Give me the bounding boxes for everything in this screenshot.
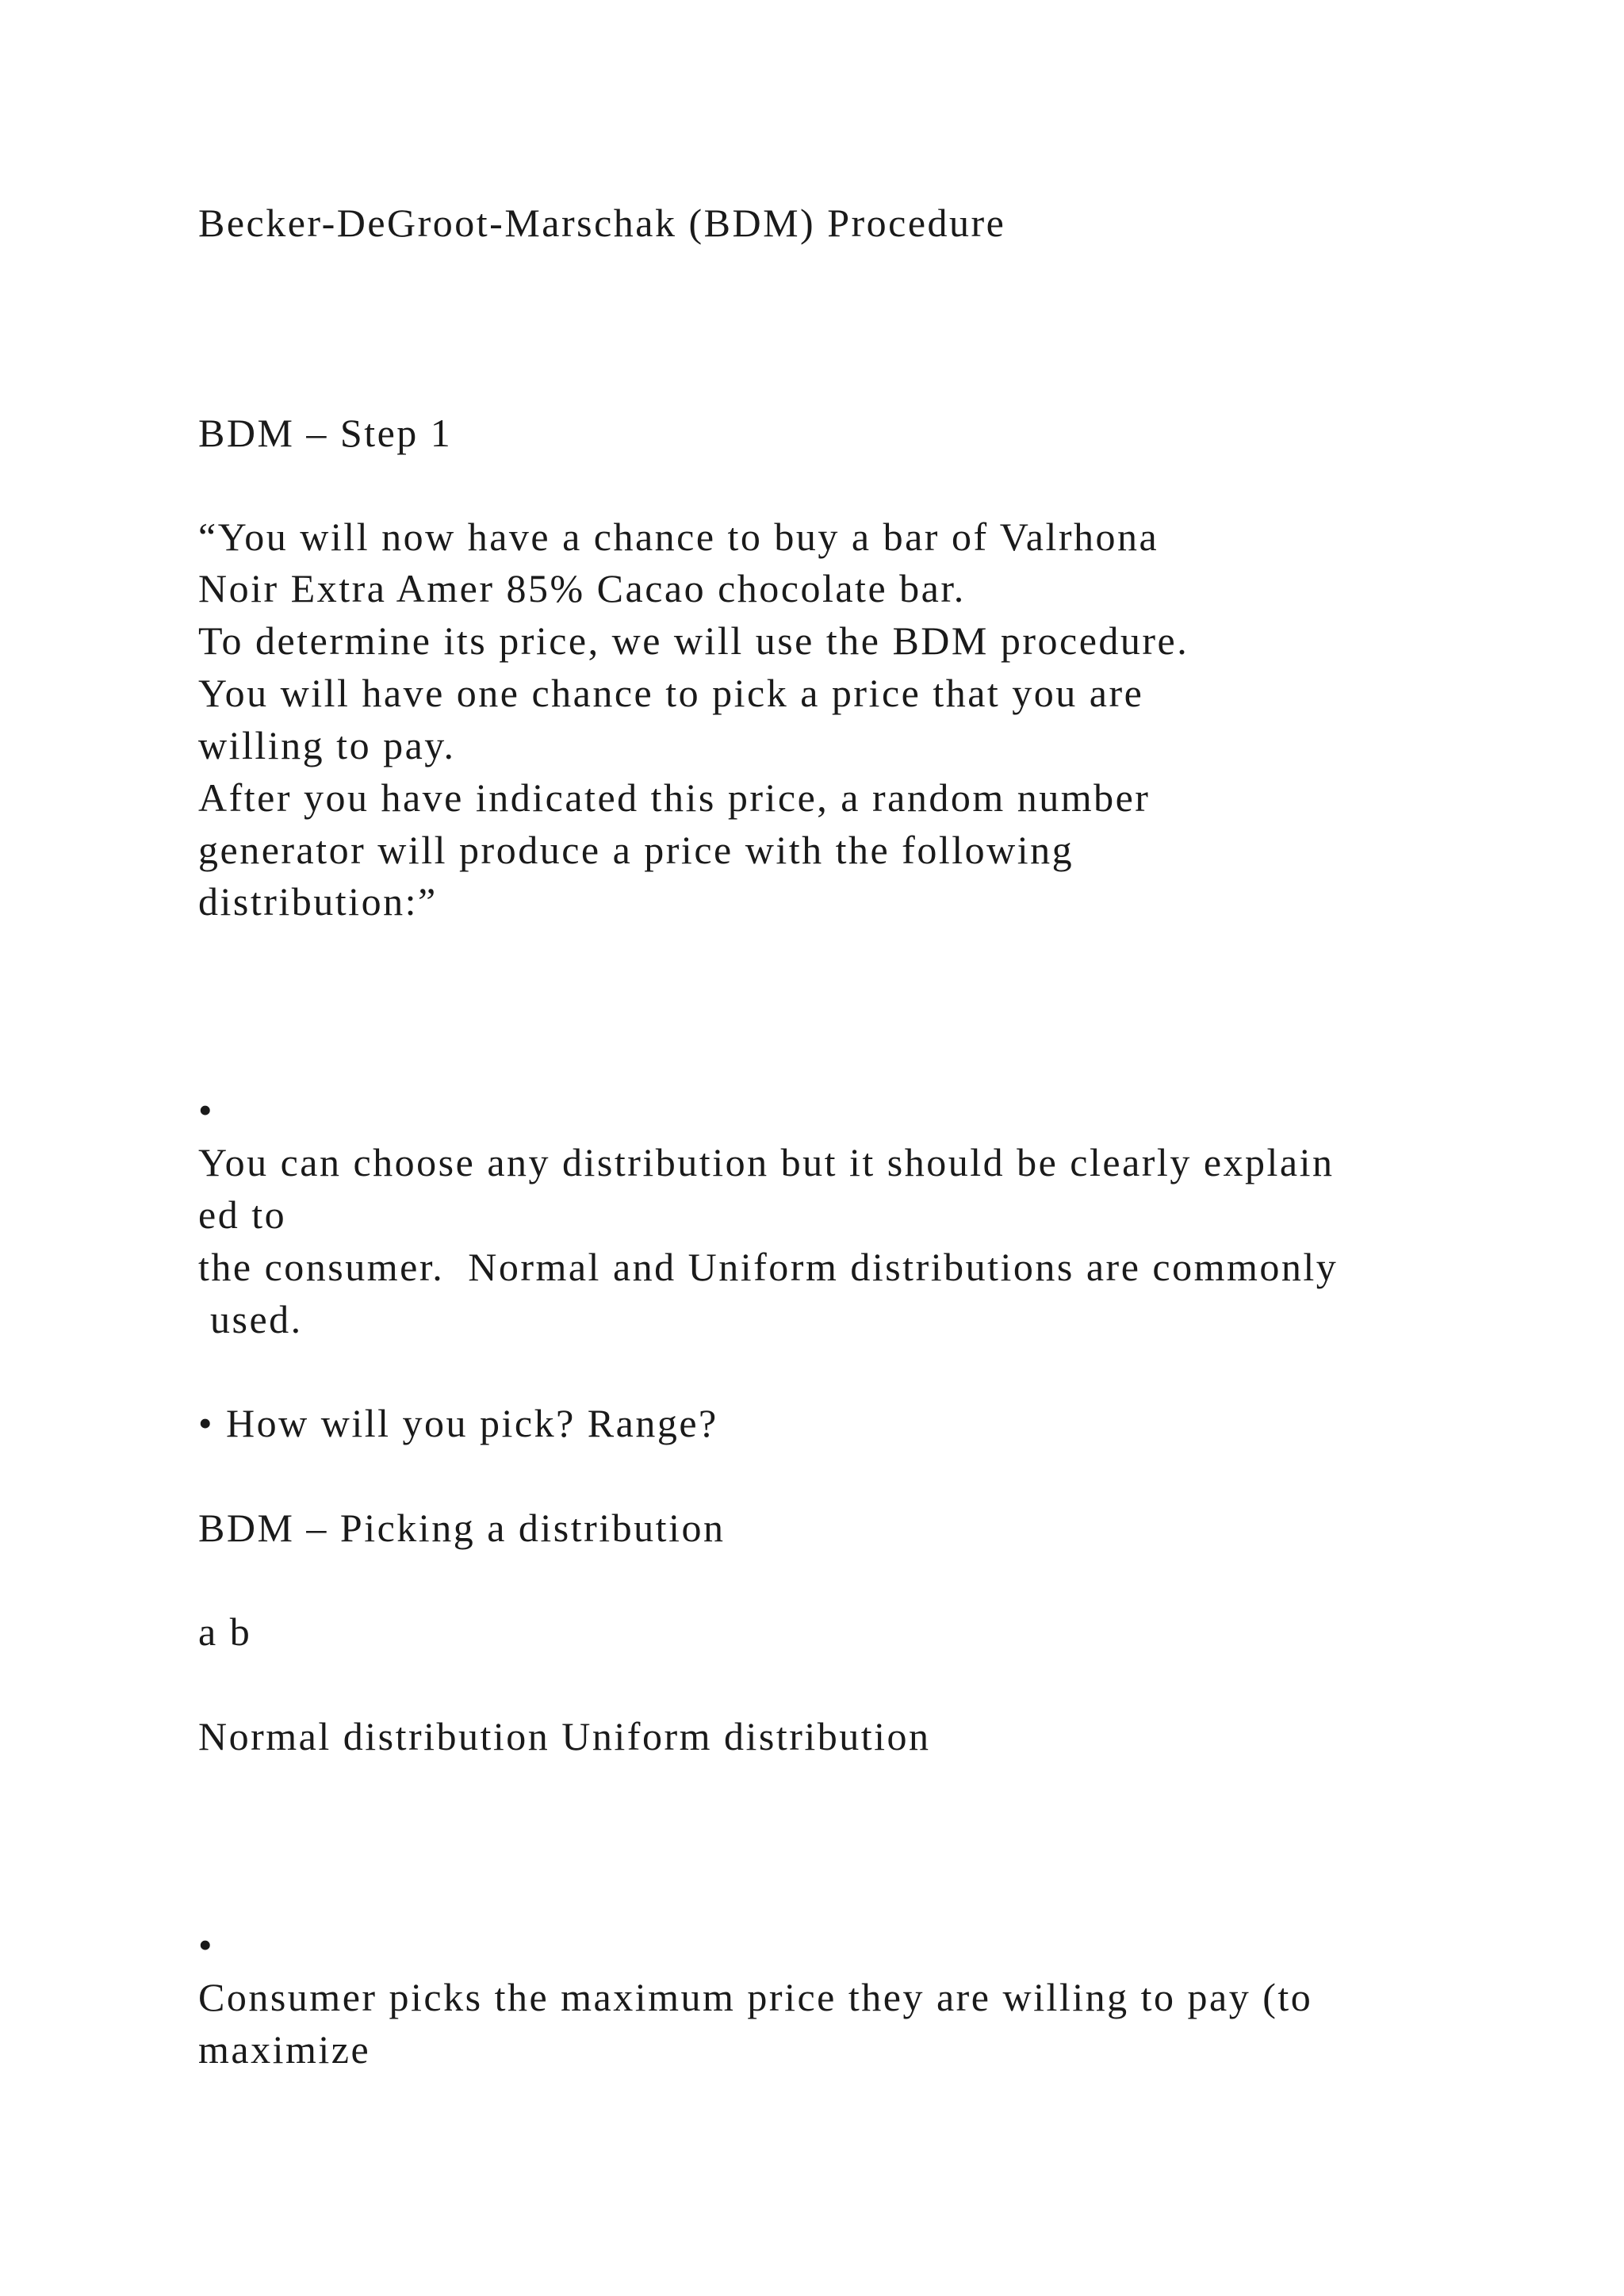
distribution-labels: Normal distribution Uniform distribution xyxy=(198,1714,931,1758)
document-title: Becker-DeGroot-Marschak (BDM) Procedure xyxy=(198,201,1006,245)
quote-line: “You will now have a chance to buy a bar of Valrhona xyxy=(198,515,1159,559)
bullet-question: • How will you pick? Range? xyxy=(198,1401,718,1445)
bullet-text-line: You can choose any distribution but it should be clearly explain xyxy=(198,1140,1335,1184)
bullet-marker: • xyxy=(198,1088,215,1132)
bullet-text-line: ed to xyxy=(198,1192,287,1237)
step1-heading: BDM – Step 1 xyxy=(198,411,453,455)
quote-line: willing to pay. xyxy=(198,723,456,767)
quote-line: To determine its price, we will use the BDM procedure. xyxy=(198,618,1189,663)
quote-line: generator will produce a price with the following xyxy=(198,828,1074,872)
quote-line: After you have indicated this price, a random number xyxy=(198,775,1151,820)
bullet-text-line: Consumer picks the maximum price they are willing to pay (to xyxy=(198,1975,1313,2019)
bullet-text-line: the consumer. Normal and Uniform distributions are commonly xyxy=(198,1245,1339,1289)
bullet-marker: • xyxy=(198,1923,215,1967)
quote-line: You will have one chance to pick a price that you are xyxy=(198,671,1144,715)
quote-line: Noir Extra Amer 85% Cacao chocolate bar. xyxy=(198,566,966,610)
picking-heading: BDM – Picking a distribution xyxy=(198,1506,726,1550)
quote-line: distribution:” xyxy=(198,879,438,924)
bullet-text-line: used. xyxy=(198,1297,303,1341)
bullet-text-line: maximize xyxy=(198,2027,371,2072)
axis-labels: a b xyxy=(198,1609,252,1654)
